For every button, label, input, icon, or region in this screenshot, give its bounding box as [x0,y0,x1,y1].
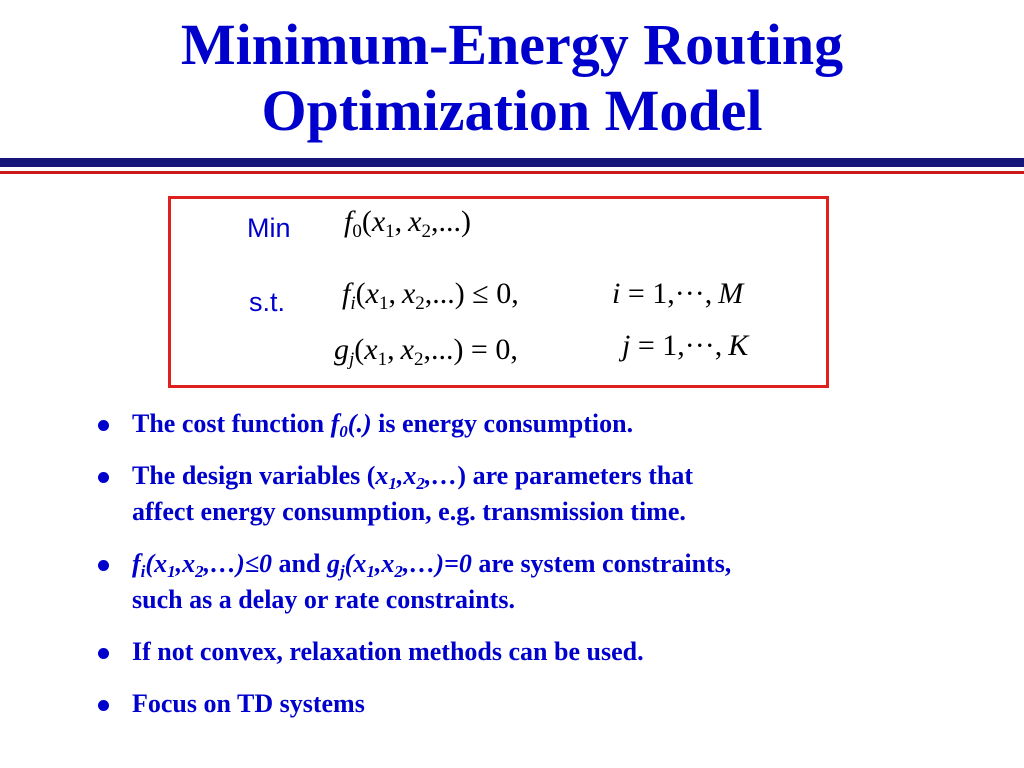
cost-function-symbol: $f_0(.)$ [330,409,372,441]
bullet-relaxation [96,634,996,670]
bullet-text: The cost function [132,409,331,438]
bullet-text-line-2: such as a delay or rate constraints. [132,585,516,614]
slide-title-line-1: Minimum-Energy Routing [180,12,844,77]
equality-constraint-symbol: $g_j(x_1,x_2,\dots)=0$ [326,549,472,581]
equality-constraint: $g_j(x_1$, $x_2,...) = 0$, [334,333,518,370]
bullet-dot-icon [98,648,109,659]
bullet-text-line-2: affect energy consumption, e.g. transmission time. [132,497,686,526]
slide-title [0,12,1024,144]
title-divider-red [0,171,1024,174]
bullet-list [96,406,996,722]
bullet-text: The design variables ( [132,461,376,490]
bullet-text: are system constraints, [471,549,732,578]
bullet-text: is energy consumption. [371,409,634,438]
bullet-dot-icon [98,560,109,571]
bullet-system-constraints [96,546,996,618]
bullet-text: Focus on TD systems [132,689,365,718]
optimization-model-box [168,196,829,388]
design-variables-symbol: $x_1,x_2,\dots$ [375,461,458,493]
bullet-text: If not convex, relaxation methods can be used. [132,637,644,666]
bullet-dot-icon [98,700,109,711]
title-divider-navy [0,158,1024,167]
bullet-td-systems [96,686,996,722]
bullet-design-variables [96,458,996,530]
bullet-text: and [272,549,327,578]
subject-to-label: s.t. [249,287,286,317]
objective-expression: $f_0(x_1$, $x_2$,...) [344,205,471,242]
inequality-constraint: $f_i(x_1$, $x_2,...) \le 0$, [342,277,519,314]
min-label: Min [247,213,291,243]
bullet-cost-function [96,406,996,442]
bullet-text: ) are parameters that [457,461,694,490]
inequality-constraint-symbol: $f_i(x_1,x_2,\dots)\le 0$ [132,549,273,581]
equality-index-range: j = 1,···, K [622,329,749,362]
bullet-dot-icon [98,420,109,431]
slide-title-line-2: Optimization Model [261,78,763,143]
bullet-dot-icon [98,472,109,483]
inequality-index-range: i = 1,···, M [612,277,744,310]
